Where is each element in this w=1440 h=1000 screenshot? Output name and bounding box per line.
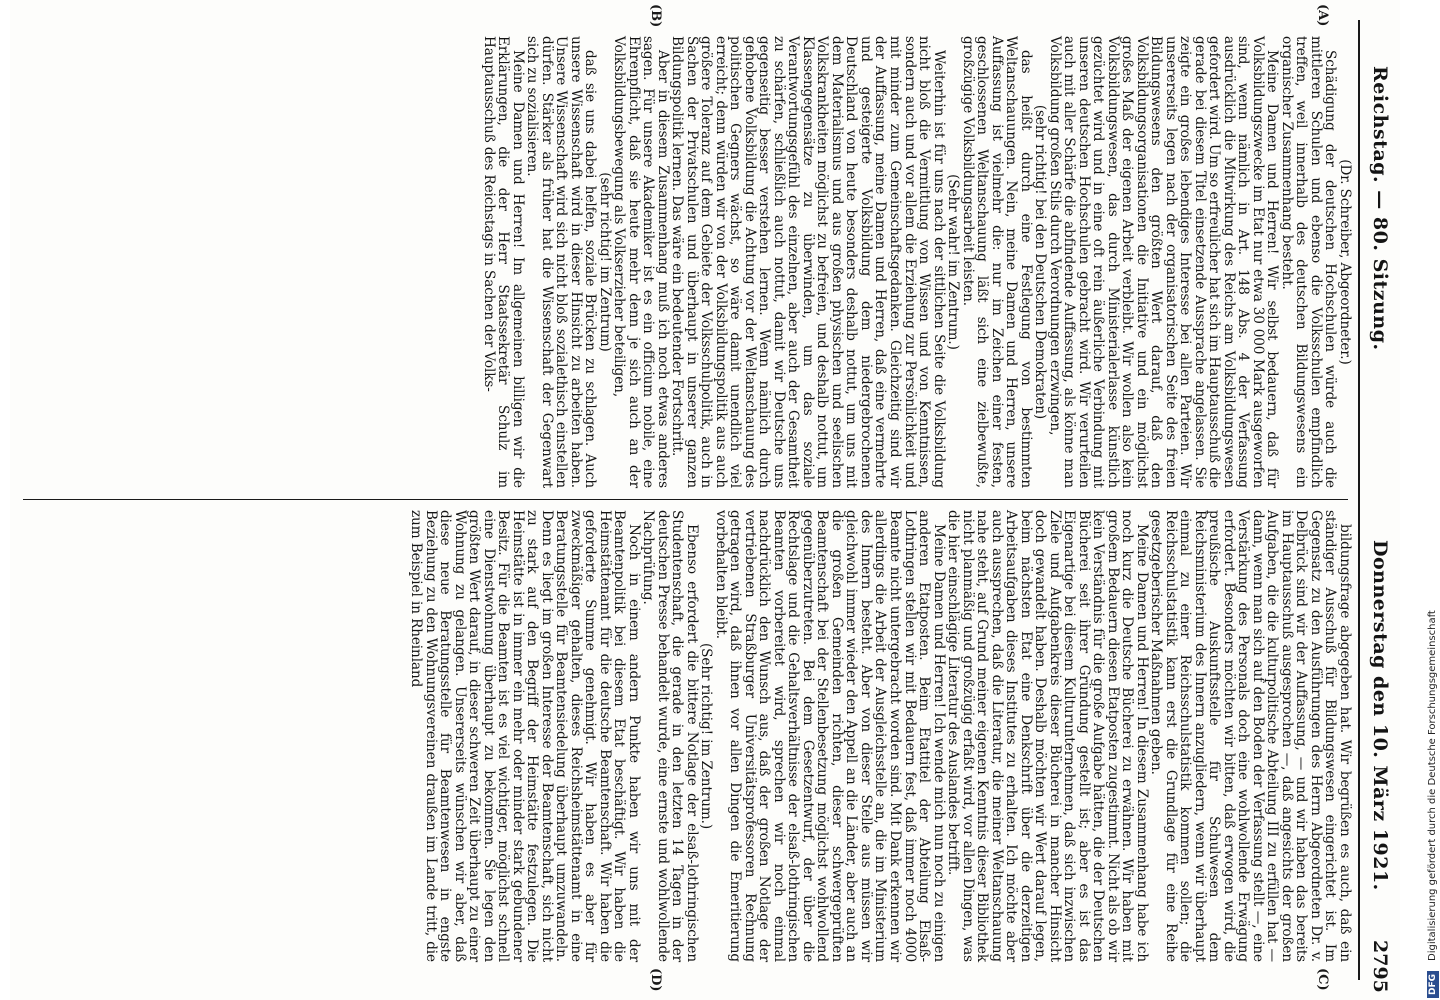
- paragraph: das heißt durch eine Festlegung von bestimmten Weltanschauungen. Nein, meine Damen und Herren, unsere Auffassung ist vielmehr die: nur im Zeichen einer festen, geschlossenen Weltanschauung läßt sich eine zielbewußte, großzügige Volksbildungsarbeit leisten.: [959, 36, 1034, 488]
- paragraph: (sehr richtig! im Zentrum): [596, 172, 613, 352]
- dfg-logo: DFG: [1427, 971, 1439, 998]
- paragraph: Meine Damen und Herren! Wir selbst bedauern, daß für Volksbildungszwecke im Etat nur etwa 30 000 Mark ausgeworfen sind, wenn nämlich in Art. 148 Abs. 4 der Verfassung ausdrücklich die Mitwirkung des Reichs am Volksbildungswesen gefordert wird. Um so erfreulicher hat sich im Hauptausschuß die gerade bei diesem Titel einsetzende Aussprache angelassen. Sie zeigte ein großes lebendiges Interesse bei allen Parteien. Wir unsererseits legen nach der organisatorischen Seite des freien Bildungswesens den größten Wert darauf, daß den Volksbildungsorganisationen die Initiative und ein möglichst großes Maß der eigenen Arbeit verbleibt. Wir wollen also kein Volksbildungswesen, das durch Ministerialerlasse künstlich gezüchtet wird und in eine oft rein äußerliche Verbindung mit unseren deutschen Hochschulen gebracht wird. Wir verurteilen auch mit aller Schärfe die abfindende Auffassung, als könne man Volksbildung großen Stils durch Verordnungen erzwingen,: [1046, 36, 1281, 488]
- header-right: Donnerstag den 10. März 1921.: [1369, 540, 1391, 891]
- header-left: Reichstag. — 80. Sitzung.: [1369, 66, 1391, 351]
- margin-mark-d: (D): [648, 968, 663, 992]
- page-number: 2795: [1369, 940, 1391, 993]
- paragraph: bildungsfrage abgegeben hat. Wir begrüßen es auch, daß ein ständiger Ausschuß für Bildungswesen eingerichtet ist. Im Gegensatz zu den Ausführungen des Herrn Abgeordneten Dr. v. Delbrück sind wir der Auffassung, — und wir haben das bereits im Hauptausschuß ausgesprochen —, daß angesichts der großen Aufgaben, die die kulturpolitische Abteilung III zu erfüllen hat — dann, wenn man sich auf den Boden der Verfassung stellt —, eine Verstärkung des Personals doch eine wohlwollende Erwägung erfordert. Besonders möchten wir bitten, daß erwogen wird, die preußische Auskunftsstelle für Schulwesen dem Reichsministerium des Innern anzugliedern, wenn wir überhaupt einmal zu einer Reichsschulstatistik kommen sollen; die Reichsschulstatistik kann erst die Grundlage für eine Reihe gesetzgeberischer Maßnahmen geben.: [1148, 510, 1353, 962]
- margin-mark-a: (A): [1315, 4, 1330, 27]
- column-divider: [23, 499, 1348, 500]
- paragraph: Noch in einem andern Punkte haben wir uns mit der Beamtenpolitik bei diesem Etat beschäftigt. Wir haben die Heimstättenamt für die deutsche Beamtenschaft. Wir haben die geforderte Summe genehmigt. Wir haben es aber für zweckmäßiger gehalten, dieses Reichsheimstättenamt in eine Beratungsstelle für Beamtensiedelung überhaupt umzuwandeln. Denn es liegt im großen Interesse der Beamtenschaft, sich nicht zu stark auf den Begriff der Heimstätte festzulegen. Die Heimstätte ist in immer ein mehr oder minder stark gebundener Besitz. Für die Beamten ist es viel wichtiger, möglichst schnell eine Dienstwohnung überhaupt zu bekommen. Sie legen den größten Wert darauf, in dieser schweren Zeit überhaupt zu einer Wohnung zu gelangen. Unsererseits wünschen wir aber, daß diese neue Beratungsstelle für Beamtenwesen in engste Beziehung zu den Wohnungsvereinen draußen im Lande tritt, die zum Beispiel in Rheinland: [408, 510, 642, 962]
- paragraph: (Sehr richtig! im Zentrum.): [698, 642, 715, 830]
- paragraph: (Dr. Schreiber, Abgeordneter.): [1337, 159, 1353, 365]
- paragraph: Aber in diesem Zusammenhang muß ich noch etwas anderes sagen. Für unsere Akademiker ist es ein officium nobile, eine Ehrenpflicht, daß sie heute mehr denn je sich auch an der Volksbildungsbewegung als Volkserzieher beteiligen,: [611, 36, 671, 488]
- digitization-credit-text: Digitalisierung gefördert durch die Deutsche Forschungsgemeinschaft: [1427, 610, 1438, 961]
- left-text-column: [17, 36, 1352, 488]
- page-header: [1360, 0, 1400, 1000]
- paragraph: Weiterhin ist für uns nach der sittlichen Seite die Volksbildung nicht bloß die Vermittlung von Wissen und von Kenntnissen, sondern auch und vor allem die Erziehung zur Persönlichkeit und mit minder zum Gemeinschaftsgedanken. Gleichzeitig sind wir der Auffassung, meine Damen und Herren, daß eine vermehrte und gesteigerte Volksbildung dem niedergebrochenen Deutschland von heute besonders deshalb nottut, um uns mit dem Materialismus und aus großen physischen und seelischen Volkskrankheiten möglichst zu befreien, und deshalb nottut, um Klassengegensätze zu überwinden, um das soziale Verantwortungsgefühl des einzelnen, aber auch der Gesamtheit zu schärfen, schließlich auch nottut, damit wir Deutsche uns gegenseitig besser verstehen lernen. Wenn nämlich durch gehobene Volksbildung die Achtung vor der Weltanschauung des politischen Gegners wächst, so wäre damit unendlich viel erreicht; denn würden wir von der Volksbildungspolitik aus auch größere Toleranz auf dem Gebiete der Volksschulpolitik, auch in Sachen der Privatschulen und überhaupt in unserer ganzen Bildungspolitik lernen. Das wäre ein bedeutender Fortschritt.: [669, 36, 947, 488]
- rotated-newspaper-page: [10, 0, 1400, 1000]
- digitization-credit: [1426, 0, 1440, 1000]
- paragraph: (sehr richtig! bei den Deutschen Demokraten): [1032, 104, 1049, 420]
- paragraph: Schädigung der deutschen Hochschulen würde auch die mittleren Schulen und ebenso die Volksschulen empfindlich treffen, weil innerhalb des deutschen Bildungswesens ein organischer Zusammenhang besteht.: [1278, 36, 1339, 488]
- paragraph: daß sie uns dabei helfen, soziale Brücken zu schlagen. Auch unsere Wissenschaft wird in dieser Hinsicht zu arbeiten haben. Unsere Wissenschaft wird sich nicht bloß sozialethisch einstellen dürfen. Stärker als früher hat die Wissenschaft der Gegenwart sich zu sozialisieren.: [524, 36, 599, 488]
- paragraph: Meine Damen und Herren! Im allgemeinen billigen wir die Erklärungen, die der Herr Staatssekretär Schulz im Hauptausschuß des Reichstags in Sachen der Volks-: [480, 36, 526, 488]
- paragraph: Meine Damen und Herren! In diesem Zusammenhang habe ich noch kurz die Deutsche Bücherei zu erwähnen. Wir haben mit großem Bedauern diesen Etatposten zugestimmt. Nicht als ob wir kein Verständnis für die große Aufgabe hätten, die der Deutschen Bücherei seit ihrer Gründung gestellt ist; aber es ist das Eigenartige bei diesem Kulturunternehmen, daß sich inzwischen Ziele und Aufgabenkreis dieser Bücherei in mancher Hinsicht doch gewandelt haben. Deshalb möchten wir Wert darauf legen, beim nächsten Etat eine Denkschrift über die derzeitigen Arbeitsaufgaben dieses Institutes zu erhalten. Ich möchte aber auch aussprechen, daß die Literatur, die meiner Weltanschauung nahe steht, auf Grund meiner eigenen Kenntnis dieser Bibliothek nicht planmäßig und großzügig erfaßt wird, vor allen Dingen, was die hier einschlägige Literatur des Auslandes betrifft.: [945, 510, 1150, 962]
- header-rule: [1358, 20, 1360, 980]
- margin-mark-c: (C): [1315, 968, 1330, 991]
- right-text-column: [17, 510, 1352, 962]
- paragraph: Meine Damen und Herren! Ich wende mich nun noch zu einigen anderen Etatposten. Beim Etattitel der Abteilung Elsaß-Lothringen stellen wir mit Bedauern fest, daß immer noch 4000 Beamte nicht untergebracht worden sind. Mit Dank erkennen wir allerdings die Arbeit der Ausgleichsstelle an, die im Ministerium des Innern besteht. Aber von dieser Stelle aus müssen wir gleichwohl immer wieder den Appell an die Länder, aber auch an die großen Gemeinden richten, dieser schwergeprüften Beamtenschaft bei der Stellenbesetzung möglichst wohlwollend gegenüberzutreten. Bei dem Gesetzentwurf, der über die Rechtslage und die Gehaltsverhältnisse der elsaß-lothringischen Beamten vorbereitet wird, sprechen wir noch einmal nachdrücklich den Wunsch aus, daß der großen Notlage der vertriebenen Straßburger Universitätsprofessoren Rechnung getragen wird, daß ihnen vor allen Dingen die Emeritierung vorbehalten bleibt.: [712, 510, 947, 962]
- paragraph: Ebenso erfordert die bittere Notlage der elsaß-lothringischen Studentenschaft, die gerade in den letzten 14 Tagen in der deutschen Presse behandelt wurde, eine ernste und wohlwollende Nachprüfung.: [640, 510, 700, 962]
- paragraph: (Sehr wahr! im Zentrum.): [945, 174, 962, 350]
- margin-mark-b: (B): [648, 4, 663, 28]
